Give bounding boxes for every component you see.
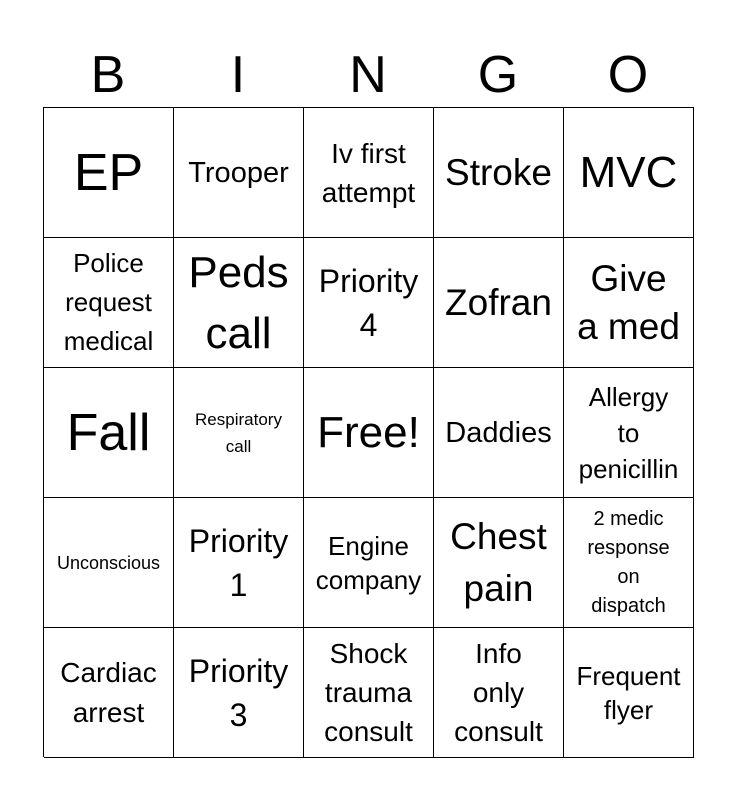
header-letter-i: I — [230, 46, 246, 104]
cell-text: Fall — [66, 403, 151, 462]
cell-text: EP — [73, 143, 144, 202]
bingo-cell[interactable] — [44, 628, 174, 758]
bingo-cell[interactable] — [174, 368, 304, 498]
bingo-cell[interactable] — [44, 108, 174, 238]
bingo-cell[interactable] — [44, 498, 174, 628]
bingo-cell[interactable] — [174, 108, 304, 238]
bingo-cell[interactable] — [174, 238, 304, 368]
cell-text: Daddies — [445, 416, 552, 449]
cell-text: Free! — [317, 407, 420, 457]
bingo-cell[interactable] — [434, 498, 564, 628]
cell-text: MVC — [579, 147, 678, 197]
header-letter-o: O — [607, 46, 649, 104]
cell-text: Iv first attempt — [321, 137, 416, 208]
cell-text: Unconscious — [56, 552, 161, 573]
cell-text: Stroke — [445, 151, 552, 193]
bingo-cell[interactable] — [434, 108, 564, 238]
bingo-cell[interactable] — [304, 368, 434, 498]
cell-text: Shock trauma consult — [324, 638, 413, 747]
cell-text: Frequent flyer — [576, 660, 681, 725]
bingo-cell[interactable] — [304, 628, 434, 758]
header-letter-n: N — [349, 46, 387, 104]
cell-text: Trooper — [188, 156, 289, 189]
bingo-cell[interactable] — [44, 368, 174, 498]
bingo-cell[interactable] — [304, 238, 434, 368]
cell-text: Police request medical — [63, 248, 154, 356]
bingo-cell[interactable] — [434, 628, 564, 758]
bingo-cell[interactable] — [434, 238, 564, 368]
bingo-cell[interactable] — [174, 628, 304, 758]
cell-text: Chest pain — [450, 515, 547, 609]
bingo-board — [43, 107, 694, 757]
cell-text: Cardiac arrest — [60, 656, 157, 728]
cell-text: Priority 4 — [318, 262, 419, 343]
bingo-cell[interactable] — [564, 498, 694, 628]
bingo-cell[interactable] — [564, 368, 694, 498]
cell-text: Peds call — [188, 247, 289, 358]
cell-text: 2 medic response on dispatch — [587, 507, 670, 617]
cell-text: Allergy to penicillin — [578, 381, 679, 484]
header-letter-b: B — [90, 46, 126, 104]
bingo-cell[interactable] — [304, 498, 434, 628]
cell-text: Engine company — [315, 530, 422, 595]
header-letter-g: G — [477, 46, 519, 104]
cell-text: Give a med — [577, 257, 680, 347]
cell-text: Zofran — [445, 281, 552, 323]
bingo-cell[interactable] — [434, 368, 564, 498]
bingo-cell[interactable] — [564, 108, 694, 238]
bingo-cell[interactable] — [564, 238, 694, 368]
bingo-cell[interactable] — [44, 238, 174, 368]
bingo-cell[interactable] — [304, 108, 434, 238]
cell-text: Respiratory call — [195, 409, 282, 456]
cell-text: Info only consult — [454, 638, 543, 747]
bingo-cell[interactable] — [174, 498, 304, 628]
cell-text: Priority 1 — [188, 522, 289, 603]
bingo-header — [43, 44, 693, 106]
cell-text: Priority 3 — [188, 652, 289, 733]
bingo-cell[interactable] — [564, 628, 694, 758]
